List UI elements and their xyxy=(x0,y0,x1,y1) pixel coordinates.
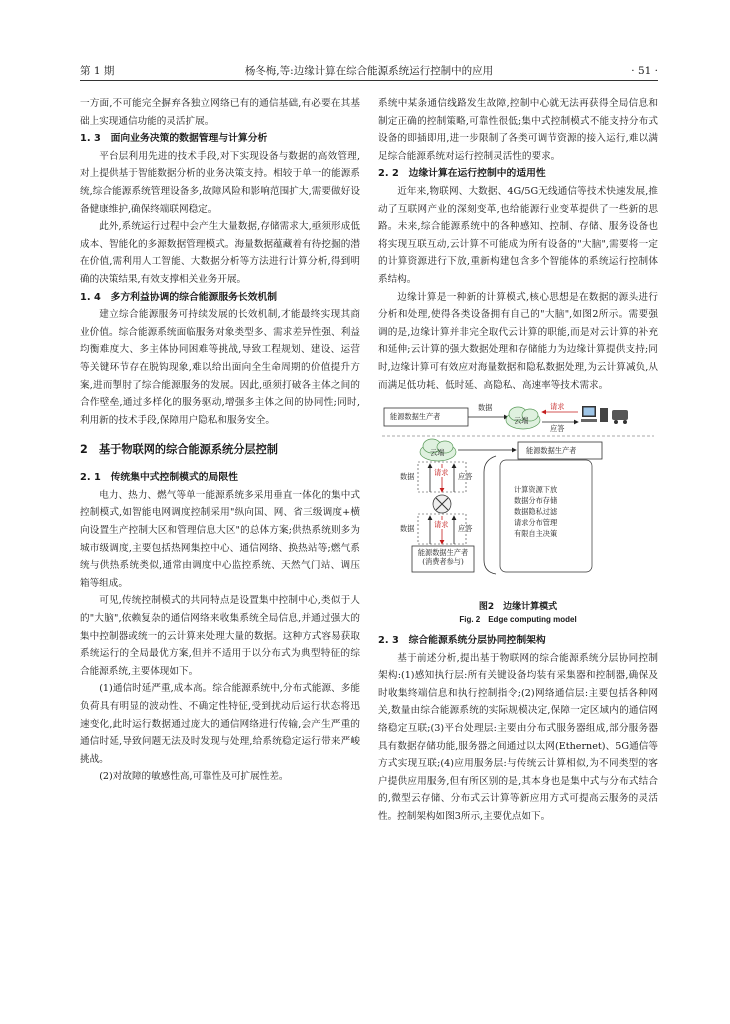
paragraph: 一方面,不可能完全摒弃各独立网络已有的通信基础,有必要在其基础上实现通信功能的灵活扩展。 xyxy=(80,98,360,127)
section-heading-1-4: 1. 4 多方利益协调的综合能源服务长效机制 xyxy=(80,291,278,303)
running-title: 杨冬梅,等:边缘计算在综合能源系统运行控制中的应用 xyxy=(244,65,494,77)
paragraph: 平台层利用先进的技术手段,对下实现设备与数据的高效管理,对上提供基于智能数据分析的业务决策支持。相较于单一的能源系统,综合能源系统管理设备多,故障风险和影响范围扩大,需要做好设备健康维护,确保终端联网稳定。 xyxy=(80,150,360,215)
page-number: · 51 · xyxy=(631,65,658,77)
paragraph: 系统中某条通信线路发生故障,控制中心就无法再获得全局信息和制定正确的控制策略,可靠性很低;集中式控制模式不能支持分布式设备的即插即用,进一步限制了各类可调节资源的接入运行,难以满足综合能源系统对运行控制灵活性的要求。 xyxy=(378,98,658,162)
paragraph: 近年来,物联网、大数据、4G/5G无线通信等技术快速发展,推动了互联网产业的深刻变革,也给能源行业变革提供了一些新的思路。未来,综合能源系统中的各种感知、控制、存储、服务设备也将实现互联互动,云计算不可能成为所有设备的"大脑",需要将一定的计算资源进行下放,重新构建包含多个智能体的系统运行控制体系结构。 xyxy=(378,185,658,285)
right-column xyxy=(378,95,658,826)
request-label: 请求 xyxy=(550,402,565,412)
response-mid-bottom-label: 应答 xyxy=(458,524,473,534)
paragraph: 基于前述分析,提出基于物联网的综合能源系统分层协同控制架构:(1)感知执行层:所有关键设备均装有采集器和控制器,确保及时收集终端信息和执行控制指令;(2)网络通信层:主要包括各种网关,数量由综合能源系统的实际规模决定,保障一定区域内的通信网络稳定互联;(3)平台处理层:主要由分布式服务器组成,部分服务器具有数据存储功能,服务器之间通过以太网(Ethernet)、5G通信等方式实现互联;(4)应用服务层:与传统云计算相似,为不同类型的客户提供应用服务,但有所区别的是,其本身也是集中式与分布式结合的,微型云存储、分布式云计算等新应用方式可提高云服务的灵活性。控制架构如图3所示,主要优点如下。 xyxy=(378,652,658,823)
issue-number: 第 1 期 xyxy=(80,65,115,77)
data-left-bottom-label: 数据 xyxy=(400,524,415,534)
paragraph: 建立综合能源服务可持续发展的长效机制,才能最终实现其商业价值。综合能源系统面临服务对象类型多、需求差异性强、利益均衡难度大、多主体协同困难等挑战,导致工程规划、建设、运营等关键环节存在脱钩现象,难以给出面向全生命周期的价值提升方案,进而掣肘了综合能源服务的发展。因此,亟须打破各主体之间的合作壁垒,通过多样化的服务驱动,增强多主体之间的协同性;同时,利用新的技术手段,保障用户隐私和服务安全。 xyxy=(80,309,360,426)
paragraph: (1)通信时延严重,成本高。综合能源系统中,分布式能源、多能负荷具有明显的波动性、不确定性特征,受到扰动后运行状态将迅速变化,此时运行数据通过庞大的通信网络进行传输,会产生严重的通信时延,导致问题无法及时发现与处理,给系统稳定运行带来严峻挑战。 xyxy=(80,683,360,765)
figure-caption-english: Fig. 2 Edge computing model xyxy=(459,615,577,625)
request-mid-bottom-label: 请求 xyxy=(434,520,449,530)
edge-computing-figure xyxy=(378,400,658,598)
response-mid-top-label: 应答 xyxy=(458,472,473,482)
function-item: 数据分布存储 xyxy=(514,496,558,506)
left-column xyxy=(80,95,360,786)
end-devices-icon xyxy=(581,406,628,424)
cloud-label: 云端 xyxy=(514,416,529,426)
function-item: 计算资源下放 xyxy=(514,485,558,495)
cloud-left-label: 云端 xyxy=(430,448,445,458)
paragraph: 此外,系统运行过程中会产生大量数据,存储需求大,亟须形成低成本、智能化的多源数据管理模式。海量数据蕴藏着有待挖掘的潜在价值,需利用人工智能、大数据分析等方法进行计算分析,得到明确的决策结果,有效支撑相关业务开展。 xyxy=(80,221,360,285)
function-item: 有限自主决策 xyxy=(514,529,558,539)
paragraph: (2)对故障的敏感性高,可靠性及可扩展性差。 xyxy=(99,771,289,783)
figure-caption: 图2 边缘计算模式 xyxy=(478,602,558,613)
paragraph: 可见,传统控制模式的共同特点是设置集中控制中心,类似于人的"大脑",依赖复杂的通信网络来收集系统全局信息,并通过强大的集中控制器或统一的云计算来处理大量的数据。这种方式容易获取系统运行的全局最优方案,但并不适用于以分布式为典型特征的综合能源系统,主要体现如下。 xyxy=(80,595,360,677)
data-left-top-label: 数据 xyxy=(400,472,415,482)
request-mid-top-label: 请求 xyxy=(434,468,449,478)
section-heading-2: 2 基于物联网的综合能源系统分层控制 xyxy=(80,443,278,457)
function-item: 数据隐私过滤 xyxy=(514,507,558,517)
paragraph: 电力、热力、燃气等单一能源系统多采用垂直一体化的集中式控制模式,如智能电网调度控制采用"纵向国、网、省三级调度+横向设置生产控制大区和管理信息大区"的总体方案;供热系统则多为城市级调度,主要包括热网集控中心、通信网络、换热站等;燃气系统与供热系统类似,通常由调度中心监控系统、天然气门站、调压箱等组成。 xyxy=(80,489,360,589)
section-heading-2-2: 2. 2 边缘计算在运行控制中的适用性 xyxy=(378,168,546,180)
prosumer-label-line2: (消费者参与) xyxy=(422,557,464,567)
response-label: 应答 xyxy=(550,424,565,434)
producer-right-label: 能源数据生产者 xyxy=(526,446,577,456)
section-heading-2-1: 2. 1 传统集中式控制模式的局限性 xyxy=(80,472,238,484)
function-item: 请求分布管理 xyxy=(514,518,558,528)
prosumer-label-line1: 能源数据生产者 xyxy=(417,548,469,558)
edge-node-icon xyxy=(433,495,451,513)
paragraph: 边缘计算是一种新的计算模式,核心思想是在数据的源头进行分析和处理,使得各类设备拥有自己的"大脑",如图2所示。需要强调的是,边缘计算并非完全取代云计算的职能,而是对云计算的补充和延伸;云计算的强大数据处理和存储能力为边缘计算提供支持;同时,边缘计算可有效应对海量数据和隐私数据处理,为云计算减负,从而满足低功耗、低时延、高隐私、高速率等技术需求。 xyxy=(378,291,658,391)
function-list xyxy=(514,484,557,539)
prosumer-label xyxy=(412,548,474,567)
section-heading-2-3: 2. 3 综合能源系统分层协同控制架构 xyxy=(378,635,546,647)
producer-top-label: 能源数据生产者 xyxy=(390,412,441,422)
data-label: 数据 xyxy=(478,403,493,413)
running-header xyxy=(80,62,658,81)
section-heading-1-3: 1. 3 面向业务决策的数据管理与计算分析 xyxy=(80,133,268,145)
